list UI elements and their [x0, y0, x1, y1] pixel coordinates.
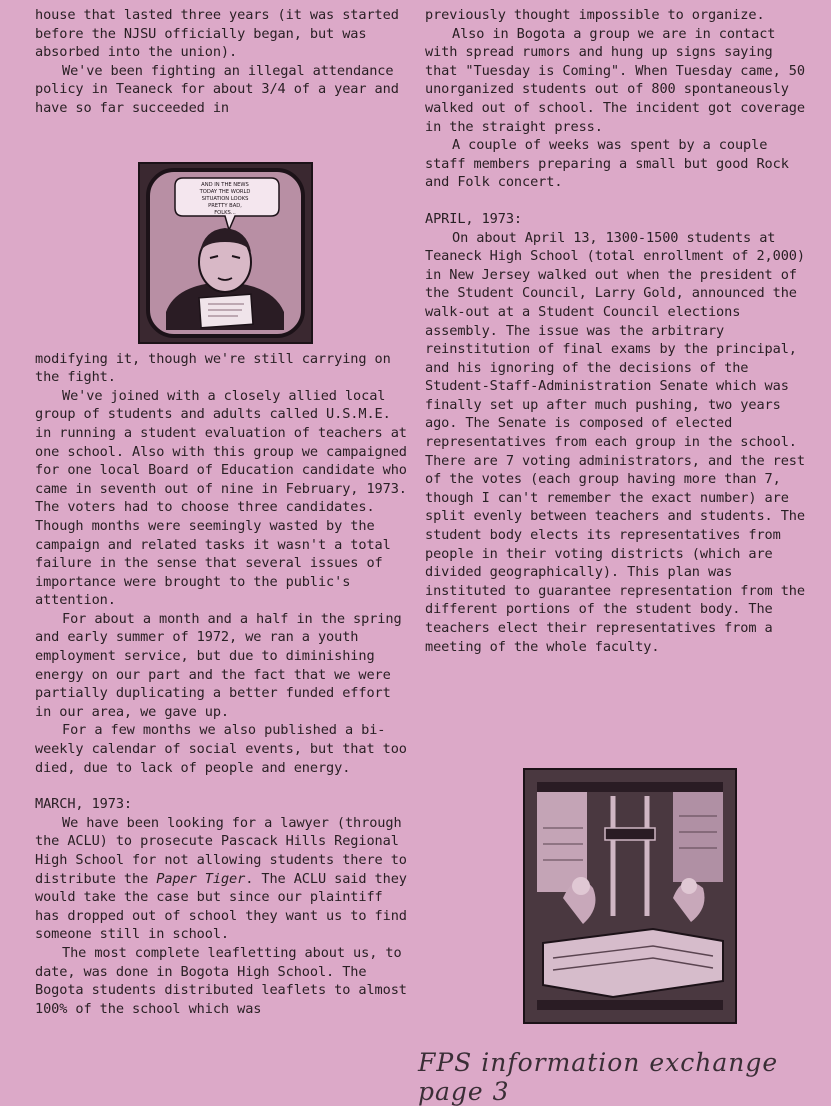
section-heading-march: MARCH, 1973: — [35, 796, 133, 813]
svg-text:TODAY THE WORLD: TODAY THE WORLD — [199, 189, 251, 195]
left-paragraph-2: We've been fighting an illegal attendance policy in Teaneck for about 3/4 of a year and have so far succeeded in — [35, 62, 399, 116]
right-paragraph-1: previously thought impossible to organize. — [425, 7, 765, 23]
right-column — [425, 6, 810, 656]
right-paragraph-3: A couple of weeks was spent by a couple staff members preparing a small but good Rock and Folk concert. — [425, 137, 789, 191]
right-paragraph-2: Also in Bogota a group we are in contact with spread rumors and hung up signs saying that "Tuesday is Coming". When Tuesday came, 50 unorganized students out of 800 spontaneously walked out of school. The incident got coverage in the straight press. — [425, 25, 805, 135]
left-paragraph-7-start: We have been looking for a lawyer (through the ACLU) to prosecute Pascack Hills Regional High School for not allowing students there to distribute the — [35, 814, 407, 887]
left-paragraph-7 — [35, 814, 410, 944]
printing-press-woodcut — [523, 768, 737, 1024]
left-paragraph-1: house that lasted three years (it was started before the NJSU officially began, but was absorbed into the union). — [35, 7, 399, 61]
left-paragraph-8: The most complete leafletting about us, to date, was done in Bogota High School. The Bogota students distributed leaflets to almost 100% of the school which was — [35, 944, 407, 1017]
svg-text:FOLKS...: FOLKS... — [214, 210, 236, 216]
page-footer: FPS information exchange page 3 — [418, 1048, 779, 1106]
left-paragraph-6: For a few months we also published a bi-weekly calendar of social events, but that too died, due to lack of people and energy. — [35, 722, 407, 776]
section-heading-april: APRIL, 1973: — [425, 210, 523, 227]
svg-text:AND IN THE NEWS: AND IN THE NEWS — [201, 182, 249, 188]
newspaper-title: Paper Tiger — [156, 870, 246, 887]
svg-text:PRETTY BAD,: PRETTY BAD, — [208, 203, 242, 209]
right-paragraph-4: On about April 13, 1300-1500 students at Teaneck High School (total enrollment of 2,000) in New Jersey walked out when the president of the Student Council, Larry Gold, announced the walk-out at a Student Council elections assembly. The issue was the arbitrary reinstitution of final exams by the principal, and his ignoring of the decisions of the Student-Staff-Administration Senate which was finally set up after much pushing, two years ago. The Senate is composed of elected representatives from each group in the school. There are 7 voting administrators, and the rest of the votes (each group having more than 7, though I can't remember the exact number) are split evenly between teachers and students. The student body elects its representatives from people in their voting districts (which are divided geographically). This plan was instituted to guarantee representation from the different portions of the student body. The teachers elect their representatives from a meeting of the whole faculty. — [425, 229, 805, 655]
left-column — [35, 6, 410, 1018]
left-paragraph-5: For about a month and a half in the spring and early summer of 1972, we ran a youth employment service, but due to diminishing energy on our part and the fact that we were partially duplicating a better funded effort in our area, we gave up. — [35, 610, 402, 720]
svg-text:SITUATION LOOKS: SITUATION LOOKS — [201, 196, 249, 202]
left-paragraph-4: We've joined with a closely allied local group of students and adults called U.S.M.E. in running a student evaluation of teachers at one school. Also with this group we campaigned for one local Board of Education candidate who came in seventh out of nine in February, 1973. The voters had to choose three candidates. Though months were seemingly wasted by the campaign and related tasks it wasn't a total failure in the sense that several issues of importance were brought to the public's attention. — [35, 387, 407, 609]
left-paragraph-7-end: . The ACLU said they would take the case but since our plaintiff has dropped out of school they want us to find someone still in school. — [35, 870, 407, 943]
newscaster-cartoon — [138, 162, 313, 344]
left-paragraph-3: modifying it, though we're still carrying on the fight. — [35, 350, 391, 386]
